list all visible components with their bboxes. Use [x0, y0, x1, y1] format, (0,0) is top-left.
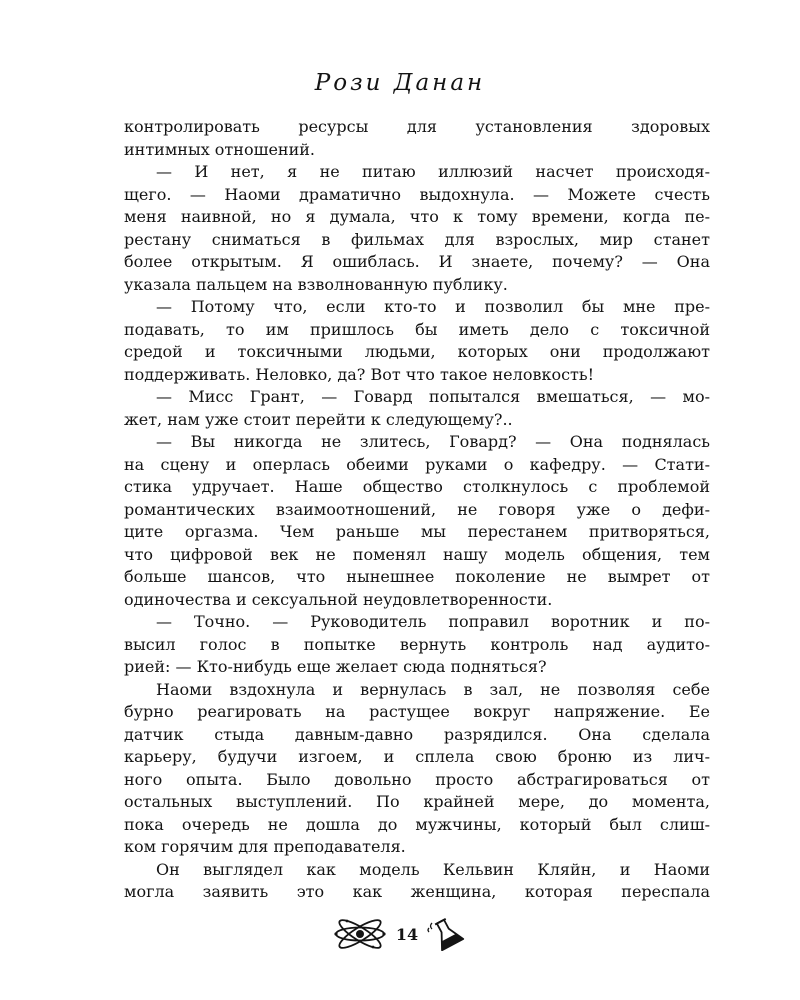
text-line: контролировать ресурсы для установления здоровых — [124, 117, 710, 136]
atom-icon — [332, 917, 388, 951]
text-line: поддерживать. Неловко, да? Вот что такое неловкость! — [124, 364, 595, 384]
text-line: ком горячим для преподавателя. — [124, 837, 406, 856]
text-line: стика удручает. Наше общество столкнулось с проблемой — [124, 477, 710, 496]
page-footer — [0, 916, 800, 952]
text-line: подавать, то им пришлось бы иметь дело с токсичной — [124, 319, 710, 339]
text-line: щего. — Наоми драматично выдохнула. — Можете счесть — [124, 184, 710, 204]
body-text — [124, 116, 710, 904]
text-line: Он выглядел как модель Кельвин Кляйн, и Наоми — [156, 859, 710, 879]
text-line: — Вы никогда не злитесь, Говард? — Она поднялась — [156, 432, 710, 451]
text-line: датчик стыда давным-давно разрядился. Она сделала — [124, 724, 710, 744]
text-line: — Точно. — Руководитель поправил воротник и по- — [156, 612, 710, 631]
text-line: — Мисс Грант, — Говард попытался вмешаться, — мо- — [156, 387, 710, 406]
text-line: бурно реагировать на растущее вокруг напряжение. Ее — [124, 702, 710, 721]
text-line: на сцену и оперлась обеими руками о кафедру. — Стати- — [124, 454, 710, 474]
text-line: рестану сниматься в фильмах для взрослых, мир станет — [124, 229, 710, 249]
running-head-author: Рози Данан — [314, 70, 486, 96]
text-line: интимных отношений. — [124, 139, 315, 159]
text-line: больше шансов, что нынешнее поколение не вымрет от — [124, 567, 710, 586]
text-line: указала пальцем на взволнованную публику. — [124, 274, 508, 294]
text-line: Наоми вздохнула и вернулась в зал, не позволяя себе — [156, 679, 710, 699]
text-line: романтических взаимоотношений, не говоря уже о дефи- — [124, 499, 710, 519]
text-line: что цифровой век не поменял нашу модель общения, тем — [124, 544, 710, 564]
text-line: пока очередь не дошла до мужчины, который был слиш- — [124, 814, 710, 834]
text-line: остальных выступлений. По крайней мере, до момента, — [124, 792, 710, 811]
text-line: ците оргазма. Чем раньше мы перестанем притворяться, — [124, 522, 710, 541]
text-line: средой и токсичными людьми, которых они продолжают — [124, 342, 710, 361]
text-line: меня наивной, но я думала, что к тому времени, когда пе- — [124, 207, 710, 226]
text-line: ного опыта. Было довольно просто абстрагироваться от — [124, 769, 710, 789]
text-line: — Потому что, если кто-то и позволил бы мне пре- — [156, 297, 710, 316]
text-line: рией: — Кто-нибудь еще желает сюда подняться? — [124, 657, 547, 676]
text-line: более открытым. Я ошиблась. И знаете, почему? — Она — [124, 252, 710, 271]
text-line: жет, нам уже стоит перейти к следующему?.. — [124, 409, 513, 429]
text-line: — И нет, я не питаю иллюзий насчет происходя- — [156, 162, 710, 181]
text-line: одиночества и сексуальной неудовлетворенности. — [124, 589, 553, 609]
page-number: 14 — [395, 924, 419, 944]
text-line: высил голос в попытке вернуть контроль над аудито- — [124, 634, 710, 654]
flask-icon — [426, 917, 468, 951]
text-line: карьеру, будучи изгоем, и сплела свою броню из лич- — [124, 747, 710, 766]
text-line: могла заявить это как женщина, которая переспала — [124, 882, 710, 901]
